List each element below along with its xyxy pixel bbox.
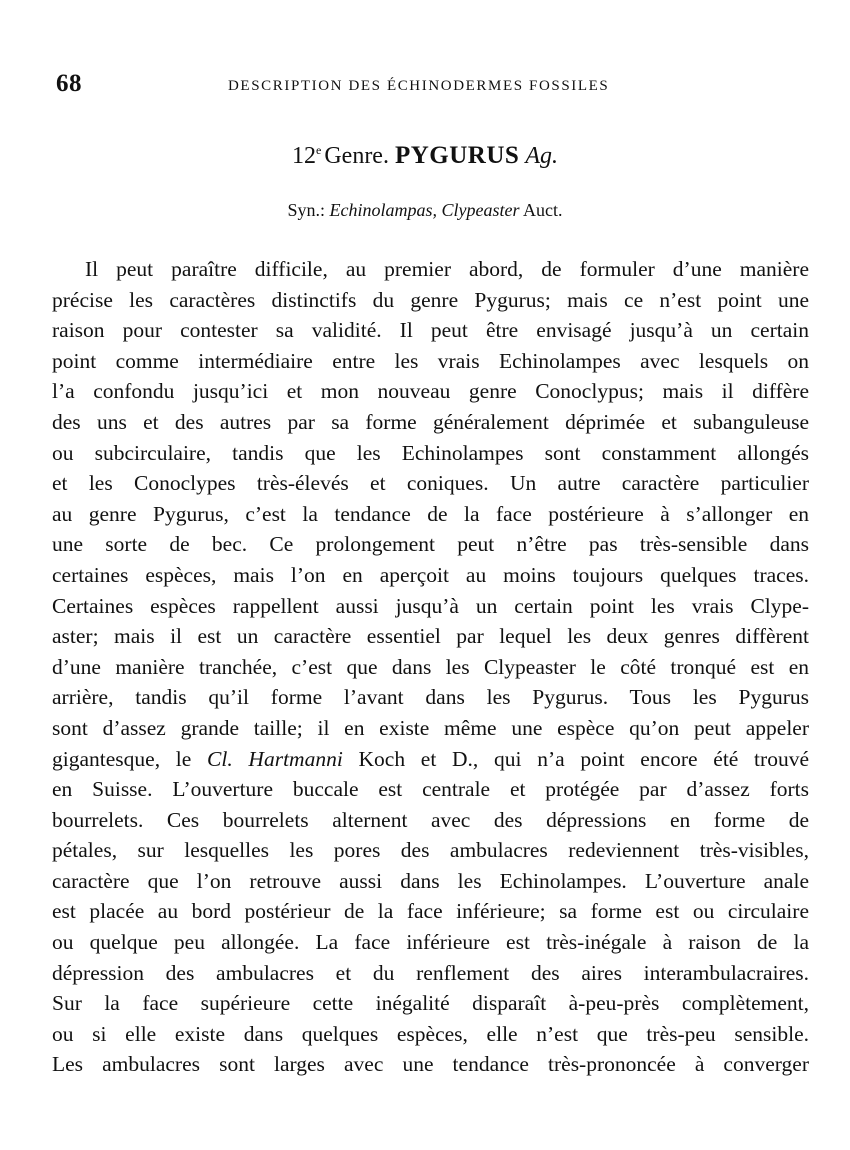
paragraph-line: pétales, sur lesquelles les pores des ambulacres redeviennent très-visibles, [52, 838, 809, 863]
paragraph-line: Sur la face supérieure cette inégalité disparaît à-peu-près complètement, [52, 991, 809, 1016]
paragraph-line: arrière, tandis qu’il forme l’avant dans les Pygurus. Tous les Pygurus [52, 685, 809, 710]
paragraph-line: ou si elle existe dans quelques espèces, elle n’est que très-peu sensible. [52, 1021, 809, 1046]
genre-ordinal-suffix: e [316, 143, 322, 157]
paragraph-line: d’une manière tranchée, c’est que dans les Clypeaster le côté tronqué est en [52, 654, 809, 679]
paragraph-line: au genre Pygurus, c’est la tendance de la face postérieure à s’allonger en [52, 501, 809, 526]
page-number: 68 [56, 70, 82, 97]
synonymy-prefix: Syn.: [287, 200, 325, 220]
paragraph-line: point comme intermédiaire entre les vrais Echinolampes avec lesquels on [52, 348, 809, 373]
paragraph-line: Les ambulacres sont larges avec une tendance très-prononcée à converger [52, 1052, 809, 1077]
paragraph-line: une sorte de bec. Ce prolongement peut n’être pas très-sensible dans [52, 532, 809, 557]
paragraph-line: ou subcirculaire, tandis que les Echinolampes sont constamment allongés [52, 440, 809, 465]
running-head: DESCRIPTION DES ÉCHINODERMES FOSSILES [228, 78, 610, 94]
paragraph-line: l’a confondu jusqu’ici et mon nouveau genre Conoclypus; mais il diffère [52, 379, 809, 404]
species-name: Cl. Hartmanni [207, 746, 343, 771]
paragraph-line: caractère que l’on retrouve aussi dans les Echinolampes. L’ouverture anale [52, 868, 809, 893]
genre-ordinal: 12 [292, 143, 316, 169]
paragraph-line: et les Conoclypes très-élevés et coniques. Un autre caractère particulier [52, 471, 809, 496]
paragraph-line: Certaines espèces rappellent aussi jusqu’à un certain point les vrais Clype- [52, 593, 809, 618]
paragraph-line: aster; mais il est un caractère essentiel par lequel les deux genres diffèrent [52, 624, 809, 649]
paragraph-line: bourrelets. Ces bourrelets alternent avec des dépressions en forme de [52, 807, 809, 832]
synonymy-names: Echinolampas, Clypeaster [329, 200, 520, 220]
species-line-before: gigantesque, le [52, 746, 208, 771]
paragraph-line: en Suisse. L’ouverture buccale est centrale et protégée par d’assez forts [52, 777, 809, 802]
species-line-after: Koch et D., qui n’a point encore été trouvé [342, 746, 809, 771]
genre-heading [0, 142, 850, 170]
synonymy-line [0, 200, 850, 221]
genus-author: Ag. [525, 143, 558, 169]
paragraph-line: certaines espèces, mais l’on en aperçoit au moins toujours quelques traces. [52, 562, 809, 587]
paragraph-line-species [52, 744, 809, 775]
paragraph-line: ou quelque peu allongée. La face inférieure est très-inégale à raison de la [52, 930, 809, 955]
genus-description [52, 254, 809, 1080]
paragraph-line: raison pour contester sa validité. Il peut être envisagé jusqu’à un certain [52, 318, 809, 343]
paragraph-line: précise les caractères distinctifs du genre Pygurus; mais ce n’est point une [52, 287, 809, 312]
paragraph-line: dépression des ambulacres et du renflement des aires interambulacraires. [52, 960, 809, 985]
paragraph-line: des uns et des autres par sa forme généralement déprimée et subanguleuse [52, 409, 809, 434]
paragraph-line: est placée au bord postérieur de la face inférieure; sa forme est ou circulaire [52, 899, 809, 924]
paragraph-line: sont d’assez grande taille; il en existe même une espèce qu’on peut appeler [52, 715, 809, 740]
genus-name: PYGURUS [394, 142, 520, 169]
paragraph-line: Il peut paraître difficile, au premier abord, de formuler d’une manière [85, 257, 809, 281]
genre-word: Genre. [324, 143, 389, 169]
synonymy-suffix: Auct. [523, 200, 563, 220]
